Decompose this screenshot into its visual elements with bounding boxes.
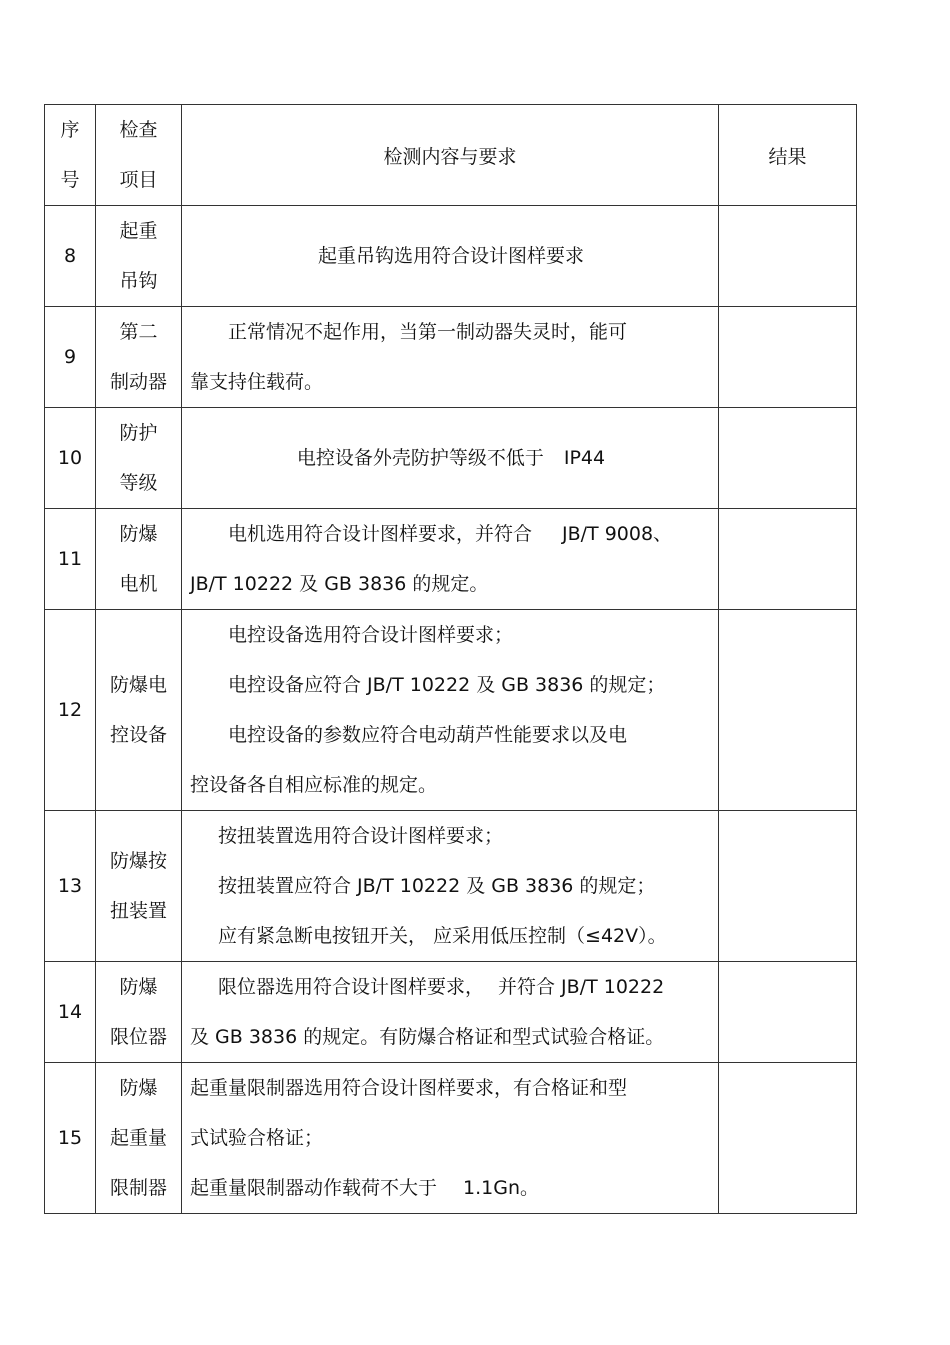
table-row bbox=[45, 962, 857, 1063]
header-item-line: 检查 bbox=[119, 119, 158, 141]
row-content bbox=[182, 962, 719, 1063]
row-item-line: 扭装置 bbox=[109, 900, 167, 922]
row-item-line: 制动器 bbox=[109, 371, 167, 393]
row-result bbox=[719, 1063, 857, 1214]
row-item-line: 电机 bbox=[119, 573, 158, 595]
content-line: 靠支持住载荷。 bbox=[190, 371, 324, 393]
table-row bbox=[45, 610, 857, 811]
row-no: 10 bbox=[45, 408, 96, 509]
table-header-row bbox=[45, 105, 857, 206]
table-row bbox=[45, 509, 857, 610]
row-no: 8 bbox=[45, 206, 96, 307]
content-line bbox=[190, 509, 712, 559]
content-line: 式试验合格证； bbox=[190, 1127, 324, 1149]
content-line: JB/T 10222 及 GB 3836 的规定。 bbox=[190, 573, 489, 595]
row-item bbox=[96, 811, 182, 962]
content-line bbox=[190, 1163, 712, 1213]
content-line: 起重吊钩选用符合设计图样要求 bbox=[317, 245, 584, 267]
content-line: 按扭装置应符合 JB/T 10222 及 GB 3836 的规定； bbox=[218, 875, 656, 897]
row-no: 12 bbox=[45, 610, 96, 811]
inspection-table bbox=[44, 104, 857, 1214]
row-result bbox=[719, 307, 857, 408]
row-no: 13 bbox=[45, 811, 96, 962]
row-item bbox=[96, 610, 182, 811]
row-item bbox=[96, 408, 182, 509]
row-result bbox=[719, 610, 857, 811]
row-item bbox=[96, 509, 182, 610]
content-text: IP44 bbox=[563, 447, 606, 469]
row-item-line: 限位器 bbox=[109, 1026, 167, 1048]
header-no-line: 号 bbox=[60, 169, 80, 191]
row-content bbox=[182, 1063, 719, 1214]
header-content: 检测内容与要求 bbox=[182, 105, 719, 206]
row-item bbox=[96, 307, 182, 408]
content-text: 限位器选用符合设计图样要求， bbox=[218, 976, 485, 998]
content-line: 及 GB 3836 的规定。有防爆合格证和型式试验合格证。 bbox=[190, 1026, 665, 1048]
row-content bbox=[182, 811, 719, 962]
row-item-line: 防爆按 bbox=[109, 850, 167, 872]
content-line: 电控设备选用符合设计图样要求； bbox=[228, 624, 514, 646]
content-text: 1.1Gn。 bbox=[463, 1177, 539, 1199]
row-item bbox=[96, 962, 182, 1063]
content-line: 起重量限制器选用符合设计图样要求，有合格证和型 bbox=[190, 1077, 628, 1099]
row-result bbox=[719, 962, 857, 1063]
content-text: 电控设备外壳防护等级不低于 bbox=[296, 447, 544, 469]
header-result: 结果 bbox=[719, 105, 857, 206]
row-item bbox=[96, 206, 182, 307]
row-no: 11 bbox=[45, 509, 96, 610]
row-item-line: 防爆 bbox=[119, 1077, 158, 1099]
row-no: 15 bbox=[45, 1063, 96, 1214]
header-no bbox=[45, 105, 96, 206]
content-line: 控设备各自相应标准的规定。 bbox=[190, 774, 438, 796]
row-item-line: 防爆 bbox=[119, 523, 158, 545]
content-line: 电控设备的参数应符合电动葫芦性能要求以及电 bbox=[228, 724, 628, 746]
row-item-line: 吊钩 bbox=[119, 270, 158, 292]
table-row bbox=[45, 811, 857, 962]
header-item bbox=[96, 105, 182, 206]
row-item-line: 控设备 bbox=[109, 724, 167, 746]
table-row bbox=[45, 206, 857, 307]
row-content bbox=[182, 307, 719, 408]
row-item-line: 等级 bbox=[119, 472, 158, 494]
row-content bbox=[182, 610, 719, 811]
row-item-line: 起重量 bbox=[109, 1127, 167, 1149]
row-result bbox=[719, 206, 857, 307]
table-row bbox=[45, 408, 857, 509]
content-line: 正常情况不起作用，当第一制动器失灵时，能可 bbox=[228, 321, 628, 343]
row-content bbox=[182, 408, 719, 509]
row-item bbox=[96, 1063, 182, 1214]
content-line: 应有紧急断电按钮开关， 应采用低压控制（≤42V）。 bbox=[218, 925, 667, 947]
row-no: 14 bbox=[45, 962, 96, 1063]
row-item-line: 防护 bbox=[119, 422, 158, 444]
row-item-line: 第二 bbox=[119, 321, 158, 343]
header-no-line: 序 bbox=[60, 119, 80, 141]
content-line bbox=[190, 433, 712, 483]
content-text: 起重量限制器动作载荷不大于 bbox=[190, 1177, 438, 1199]
content-text: 并符合 JB/T 10222 bbox=[498, 976, 665, 998]
row-content bbox=[182, 509, 719, 610]
row-item-line: 起重 bbox=[119, 220, 158, 242]
row-result bbox=[719, 811, 857, 962]
row-result bbox=[719, 408, 857, 509]
table-row bbox=[45, 307, 857, 408]
table-row bbox=[45, 1063, 857, 1214]
content-line: 电控设备应符合 JB/T 10222 及 GB 3836 的规定； bbox=[228, 674, 666, 696]
content-text: JB/T 9008、 bbox=[562, 523, 673, 545]
content-text: 电机选用符合设计图样要求，并符合 bbox=[228, 523, 533, 545]
header-item-line: 项目 bbox=[119, 169, 158, 191]
row-item-line: 限制器 bbox=[109, 1177, 167, 1199]
content-line bbox=[190, 962, 712, 1012]
row-item-line: 防爆电 bbox=[109, 674, 167, 696]
row-result bbox=[719, 509, 857, 610]
content-line: 按扭装置选用符合设计图样要求； bbox=[218, 825, 504, 847]
row-no: 9 bbox=[45, 307, 96, 408]
row-item-line: 防爆 bbox=[119, 976, 158, 998]
row-content bbox=[182, 206, 719, 307]
